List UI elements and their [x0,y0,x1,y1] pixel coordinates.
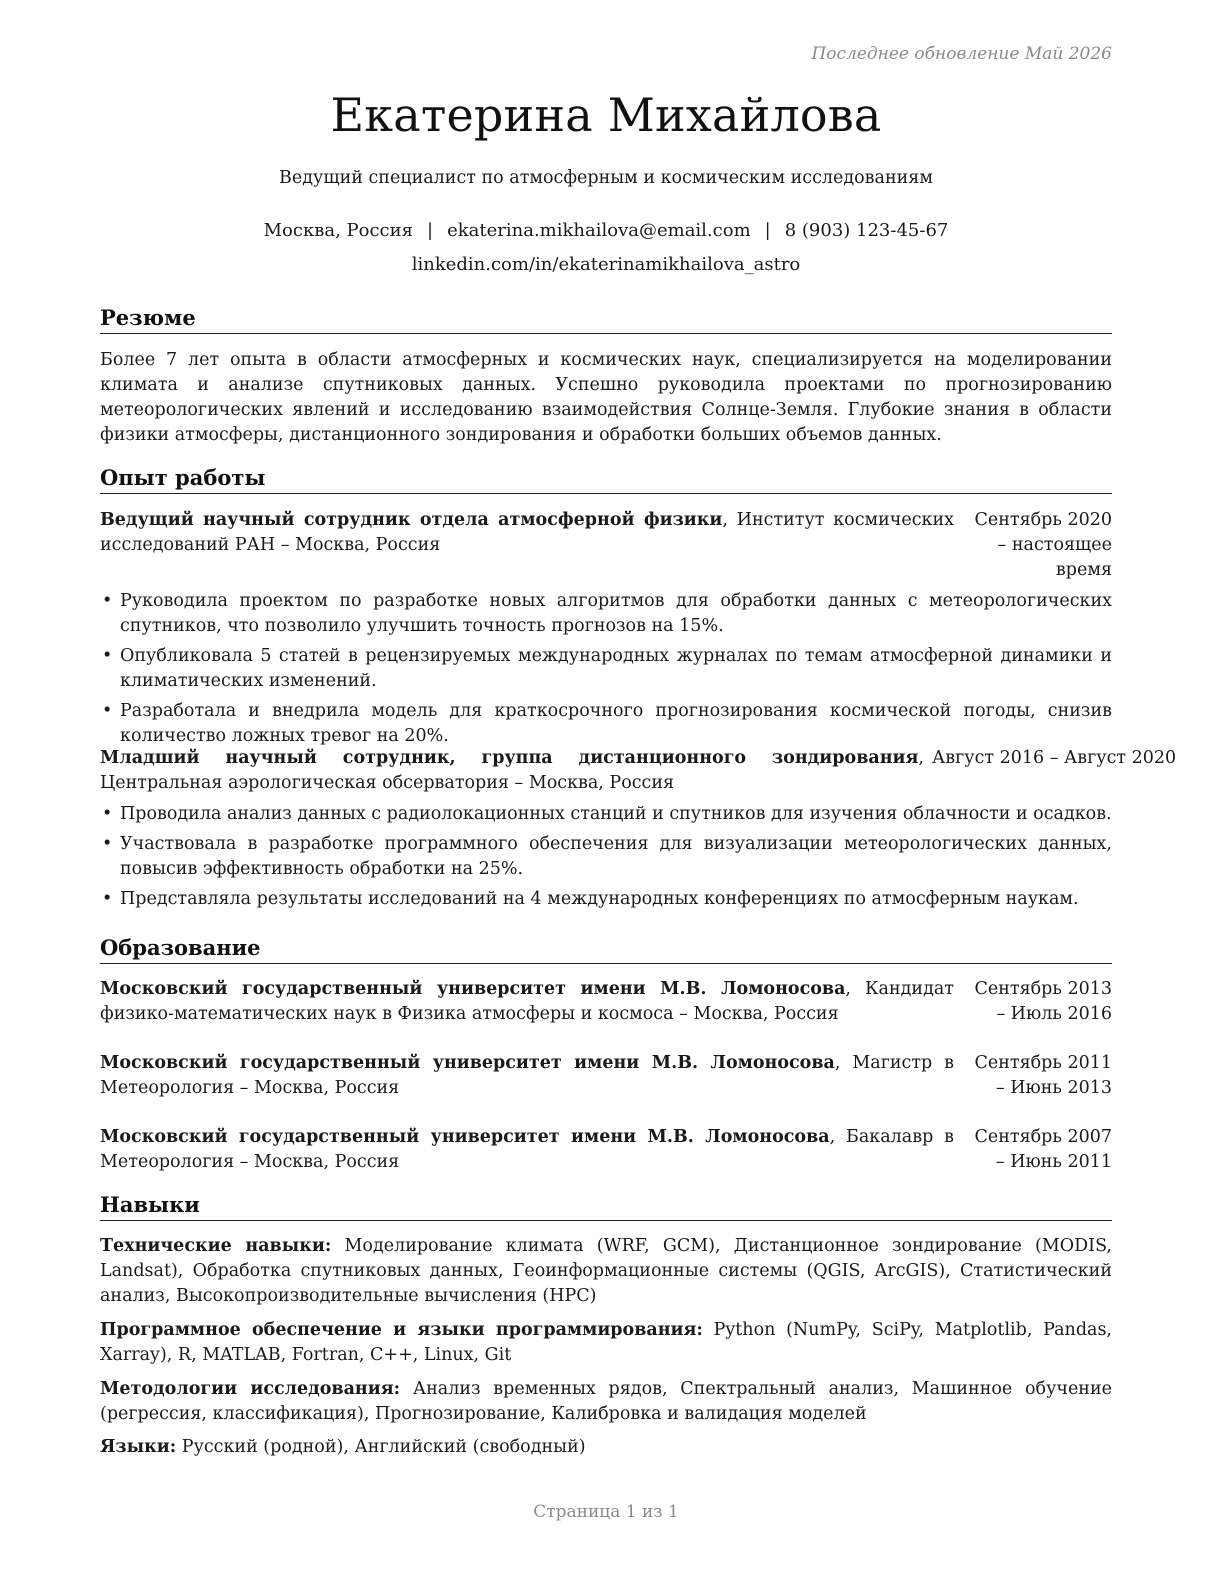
education-dates: Сентябрь 2007 – Июнь 2011 [974,1127,1112,1172]
job-role: Младший научный сотрудник, группа дистанционного зондирования [100,748,919,768]
section-title-summary: Резюме [100,305,1112,334]
last-updated: Последнее обновление Май 2026 [811,44,1112,64]
skill-line [100,1318,1112,1368]
degree: , Магистр в Метеорология – Москва, Россия [100,1053,954,1098]
skill-text: Анализ временных рядов, Спектральный анализ, Машинное обучение (регрессия, классификация), Прогнозирование, Калибровка и валидация моделей [100,1379,1112,1424]
linkedin-link[interactable]: linkedin.com/in/ekaterinamikhailova_astro [411,254,801,275]
list-item: • Опубликовала 5 статей в рецензируемых международных журналах по темам атмосферной динамики и климатических изменений. [100,644,1112,694]
location: Москва, Россия [263,220,413,241]
education-entry [100,1125,1112,1175]
contact-line [100,220,1112,241]
separator: | [764,220,771,241]
list-item: • Участвовала в разработке программного обеспечения для визуализации метеорологических данных, повысив эффективность обработки на 25%. [100,832,1112,882]
section-title-experience: Опыт работы [100,465,1112,494]
skill-label: Технические навыки: [100,1236,332,1256]
education-dates: Сентябрь 2011 – Июнь 2013 [974,1053,1112,1098]
skill-line [100,1234,1112,1309]
list-item: • Руководила проектом по разработке новых алгоритмов для обработки данных с метеорологических спутников, что позволило улучшить точность прогнозов на 15%. [100,589,1112,639]
job-role: Ведущий научный сотрудник отдела атмосферной физики [100,510,723,530]
education-entry [100,977,1112,1027]
list-item: • Разработала и внедрила модель для краткосрочного прогнозирования космической погоды, снизив количество ложных тревог на 20%. [100,699,1112,749]
degree: , Кандидат физико-математических наук в Физика атмосферы и космоса – Москва, Россия [100,979,954,1024]
job-dates: Август 2016 – Август 2020 [932,748,1177,768]
summary-text: Более 7 лет опыта в области атмосферных и космических наук, специализируется на моделировании климата и анализе спутниковых данных. Успешно руководила проектами по прогнозированию метеорологических явлений и исследованию взаимодействия Солнце-Земля. Глубокие знания в области физики атмосферы, дистанционного зондирования и обработки больших объемов данных. [100,350,1112,445]
job-bullets [100,802,1112,912]
list-item: • Проводила анализ данных с радиолокационных станций и спутников для изучения облачности и осадков. [100,802,1112,827]
phone: 8 (903) 123-45-67 [784,220,949,241]
degree: , Бакалавр в Метеорология – Москва, Россия [100,1127,954,1172]
skill-label: Программное обеспечение и языки программирования: [100,1320,703,1340]
skill-text: Python (NumPy, SciPy, Matplotlib, Pandas, Xarray), R, MATLAB, Fortran, C++, Linux, Git [100,1320,1112,1365]
job-dates: Сентябрь 2020 – настоящее время [974,510,1112,580]
job-org: , Институт космических исследований РАН – Москва, Россия [100,510,954,555]
education-dates: Сентябрь 2013 – Июль 2016 [974,979,1112,1024]
job-entry [100,746,1177,917]
skill-text: Русский (родной), Английский (свободный) [176,1437,586,1457]
job-bullets [100,589,1112,749]
skill-text: Моделирование климата (WRF, GCM), Дистанционное зондирование (MODIS, Landsat), Обработка спутниковых данных, Геоинформационные системы (QGIS, ArcGIS), Статистический анализ, Высокопроизводительные вычисления (HPC) [100,1236,1112,1306]
job-entry [100,508,1112,754]
separator: | [427,220,434,241]
job-subtitle: Ведущий специалист по атмосферным и космическим исследованиям [279,168,933,188]
skill-line [100,1377,1112,1427]
person-name: Екатерина Михайлова [330,88,882,142]
school-name: Московский государственный университет имени М.В. Ломоносова [100,1053,835,1073]
education-entry [100,1051,1112,1101]
page-number: Страница 1 из 1 [533,1502,679,1522]
list-item: • Представляла результаты исследований на 4 международных конференциях по атмосферным наукам. [100,887,1112,912]
skill-label: Языки: [100,1437,177,1457]
section-title-skills: Навыки [100,1192,1112,1221]
skill-label: Методологии исследования: [100,1379,401,1399]
skill-line [100,1435,1112,1460]
job-org: , Центральная аэрологическая обсерватория – Москва, Россия [100,748,924,793]
email-link[interactable]: ekaterina.mikhailova@email.com [447,220,751,241]
school-name: Московский государственный университет имени М.В. Ломоносова [100,1127,830,1147]
school-name: Московский государственный университет имени М.В. Ломоносова [100,979,846,999]
section-title-education: Образование [100,935,1112,964]
